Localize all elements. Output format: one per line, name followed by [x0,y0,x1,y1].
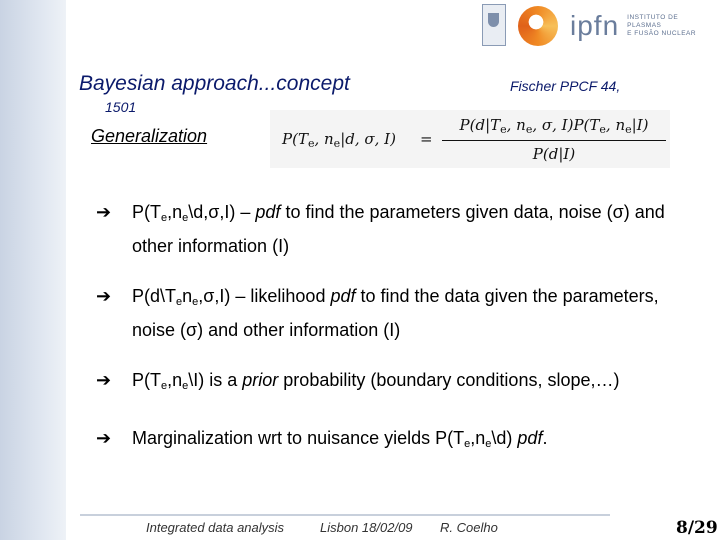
logo-area [482,4,718,50]
university-crest-icon [482,4,506,46]
formula-numerator: $P(d|T_e$, $n_e$, σ, $I)P(T_e$, $n_e|I$) [459,116,649,136]
footer-title: Integrated data analysis [146,520,285,535]
reference-line-2: 1501 [105,99,137,115]
reference-line-1: Fischer PPCF 44, [510,78,621,94]
orange-swirl-logo-icon [518,6,558,46]
bullet-text: Marginalization wrt to nuisance yields $P(T_e,n_e\backslash d)$ pdf. [132,428,548,450]
footer-divider [80,514,610,516]
formula-equals: = [420,130,433,148]
fraction-bar [442,140,666,141]
footer-date: Lisbon 18/02/09 [320,520,413,535]
ipfn-logo-subtitle: INSTITUTO DE PLASMAS E FUSÃO NUCLEAR [627,14,697,37]
bayes-formula [270,110,670,168]
arrow-bullet-icon: ➔ [96,202,112,222]
arrow-bullet-icon: ➔ [96,428,112,448]
ipfn-logo [570,8,705,44]
formula-denominator: P(d|I) [532,145,576,163]
formula-lhs: $P(T_e$, $n_e|d$, σ, I) [282,130,396,150]
page-number: 8/29 [676,518,718,538]
arrow-bullet-icon: ➔ [96,286,112,306]
ipfn-logo-mark: ipfn [570,10,620,41]
arrow-bullet-icon: ➔ [96,370,112,390]
formula-fraction [442,116,666,163]
bullet-text: $P(T_e,n_e\backslash I)$ is a prior probability (boundary conditions, slope,…) [132,370,620,392]
slide-title: Bayesian approach...concept [79,72,350,95]
section-subtitle: Generalization [91,126,208,146]
bullet-text: $P(d\backslash T_en_e,\sigma,I)$ – likelihood pdf to find the data given the parameters, noise (σ) and other information (I) [132,286,659,340]
bullet-text: $P(T_e,n_e\backslash d,\sigma,I)$ – pdf to find the parameters given data, noise (σ) and other information (I) [132,202,665,256]
left-decorative-band [0,0,66,540]
footer-author: R. Coelho [440,520,498,535]
